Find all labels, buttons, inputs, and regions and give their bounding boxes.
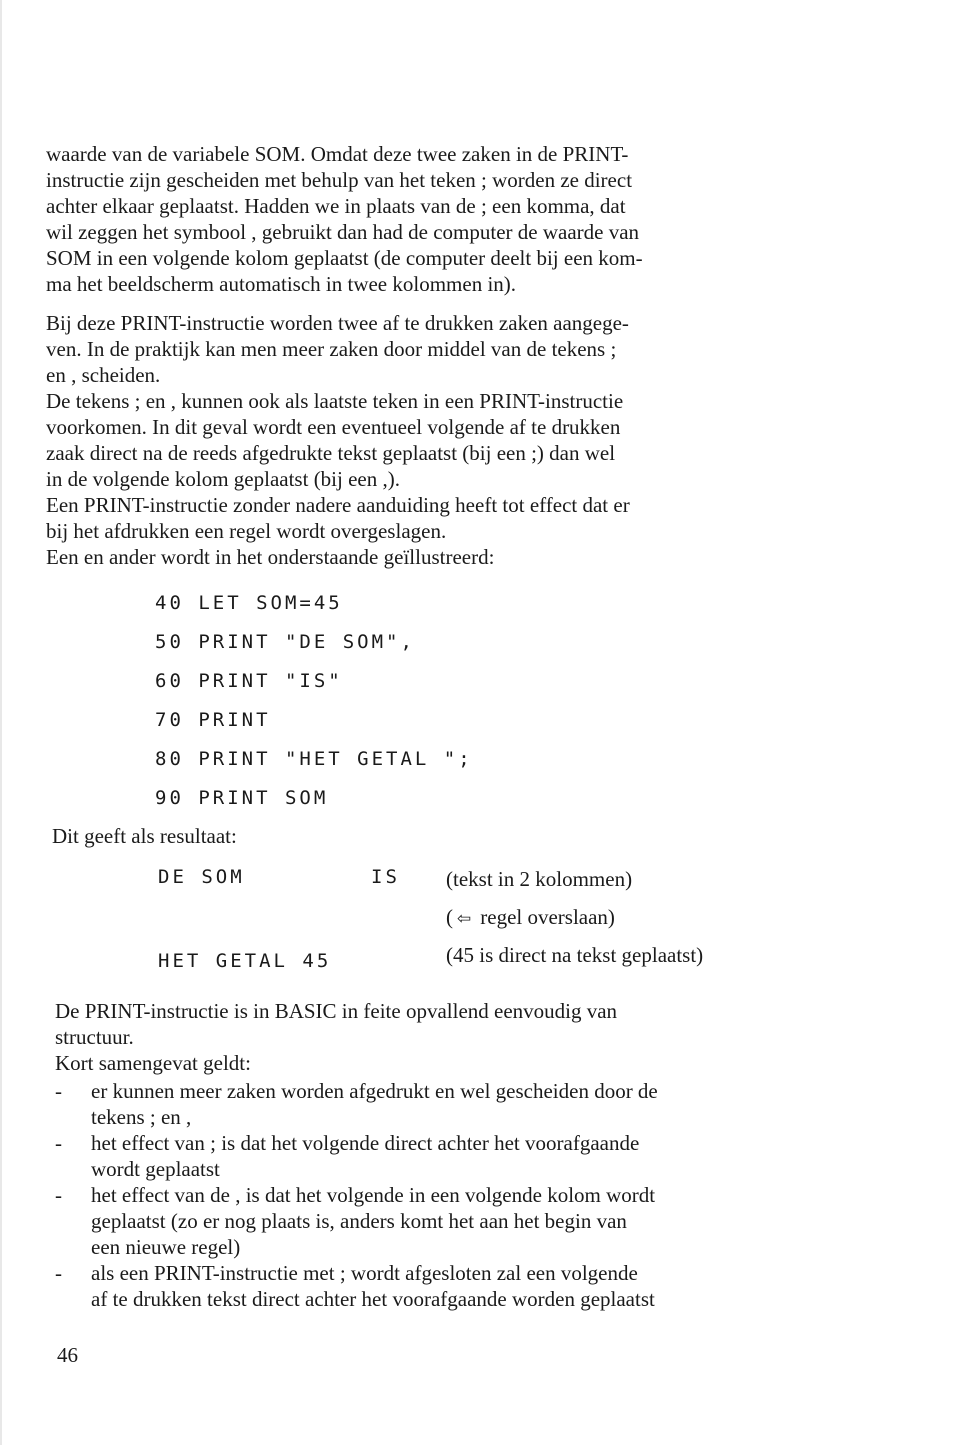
- result-label: Dit geeft als resultaat:: [52, 824, 237, 848]
- output-text: IS: [371, 866, 400, 888]
- list-item: [55, 1130, 658, 1182]
- text-line: er kunnen meer zaken worden afgedrukt en wel gescheiden door de: [91, 1079, 658, 1103]
- code-listing: [155, 588, 473, 822]
- note-open: (: [446, 905, 453, 929]
- text-line: ven. In de praktijk kan men meer zaken door middel van de tekens ;: [46, 337, 617, 361]
- output-note: [446, 904, 615, 932]
- text-line: ma het beeldscherm automatisch in twee kolommen in).: [46, 272, 517, 296]
- text-line: structuur.: [55, 1025, 134, 1049]
- code-line: 60 PRINT "IS": [155, 670, 343, 692]
- text-line: als een PRINT-instructie met ; wordt afgesloten zal een volgende: [91, 1261, 638, 1285]
- text-line: achter elkaar geplaatst. Hadden we in plaats van de ; een komma, dat: [46, 194, 626, 218]
- text-line: Een en ander wordt in het onderstaande geïllustreerd:: [46, 545, 495, 569]
- bullet-marker: -: [55, 1183, 62, 1207]
- note-rest: regel overslaan): [480, 905, 615, 929]
- text-line: waarde van de variabele SOM. Omdat deze twee zaken in de PRINT-: [46, 142, 629, 166]
- text-line: Kort samengevat geldt:: [55, 1051, 251, 1075]
- text-line: het effect van de , is dat het volgende in een volgende kolom wordt: [91, 1183, 656, 1207]
- code-line: 80 PRINT "HET GETAL ";: [155, 748, 473, 770]
- list-item: [55, 1182, 658, 1260]
- text-line: SOM in een volgende kolom geplaatst (de computer deelt bij een kom-: [46, 246, 643, 270]
- output-note: (45 is direct na tekst geplaatst): [446, 943, 704, 967]
- code-line: 50 PRINT "DE SOM",: [155, 631, 415, 653]
- text-line: De PRINT-instructie is in BASIC in feite opvallend eenvoudig van: [55, 999, 618, 1023]
- text-line: geplaatst (zo er nog plaats is, anders komt het aan het begin van: [91, 1209, 627, 1233]
- bullet-marker: -: [55, 1131, 62, 1155]
- code-line: 70 PRINT: [155, 709, 271, 731]
- code-line: 40 LET SOM=45: [155, 592, 343, 614]
- text-line: wordt geplaatst: [91, 1157, 220, 1181]
- text-line: en , scheiden.: [46, 363, 161, 387]
- paragraph-1: [46, 141, 643, 297]
- text-line: af te drukken tekst direct achter het voorafgaande worden geplaatst: [91, 1287, 655, 1311]
- paragraph-3: [55, 998, 617, 1076]
- text-line: bij het afdrukken een regel wordt overgeslagen.: [46, 519, 447, 543]
- text-line: Een PRINT-instructie zonder nadere aanduiding heeft tot effect dat er: [46, 493, 630, 517]
- output-text: DE SOM: [158, 866, 245, 888]
- page-edge: [0, 0, 2, 1445]
- code-line: 90 PRINT SOM: [155, 787, 329, 809]
- text-line: De tekens ; en , kunnen ook als laatste teken in een PRINT-instructie: [46, 389, 624, 413]
- list-item: [55, 1078, 658, 1130]
- text-line: zaak direct na de reeds afgedrukte tekst geplaatst (bij een ;) dan wel: [46, 441, 616, 465]
- return-arrow-icon: ⇦: [456, 909, 472, 929]
- paragraph-2: [46, 310, 630, 570]
- bullet-list: [55, 1078, 658, 1312]
- text-line: instructie zijn gescheiden met behulp van het teken ; worden ze direct: [46, 168, 633, 192]
- output-note: (tekst in 2 kolommen): [446, 867, 633, 891]
- bullet-marker: -: [55, 1079, 62, 1103]
- page-number: 46: [57, 1343, 78, 1367]
- text-line: wil zeggen het symbool , gebruikt dan had de computer de waarde van: [46, 220, 640, 244]
- text-line: tekens ; en ,: [91, 1105, 192, 1129]
- text-line: een nieuwe regel): [91, 1235, 241, 1259]
- bullet-marker: -: [55, 1261, 62, 1285]
- text-line: het effect van ; is dat het volgende direct achter het voorafgaande: [91, 1131, 640, 1155]
- text-line: in de volgende kolom geplaatst (bij een ,).: [46, 467, 400, 491]
- text-line: voorkomen. In dit geval wordt een eventueel volgende af te drukken: [46, 415, 621, 439]
- output-text: HET GETAL 45: [158, 950, 332, 972]
- text-line: Bij deze PRINT-instructie worden twee af te drukken zaken aangege-: [46, 311, 629, 335]
- list-item: [55, 1260, 658, 1312]
